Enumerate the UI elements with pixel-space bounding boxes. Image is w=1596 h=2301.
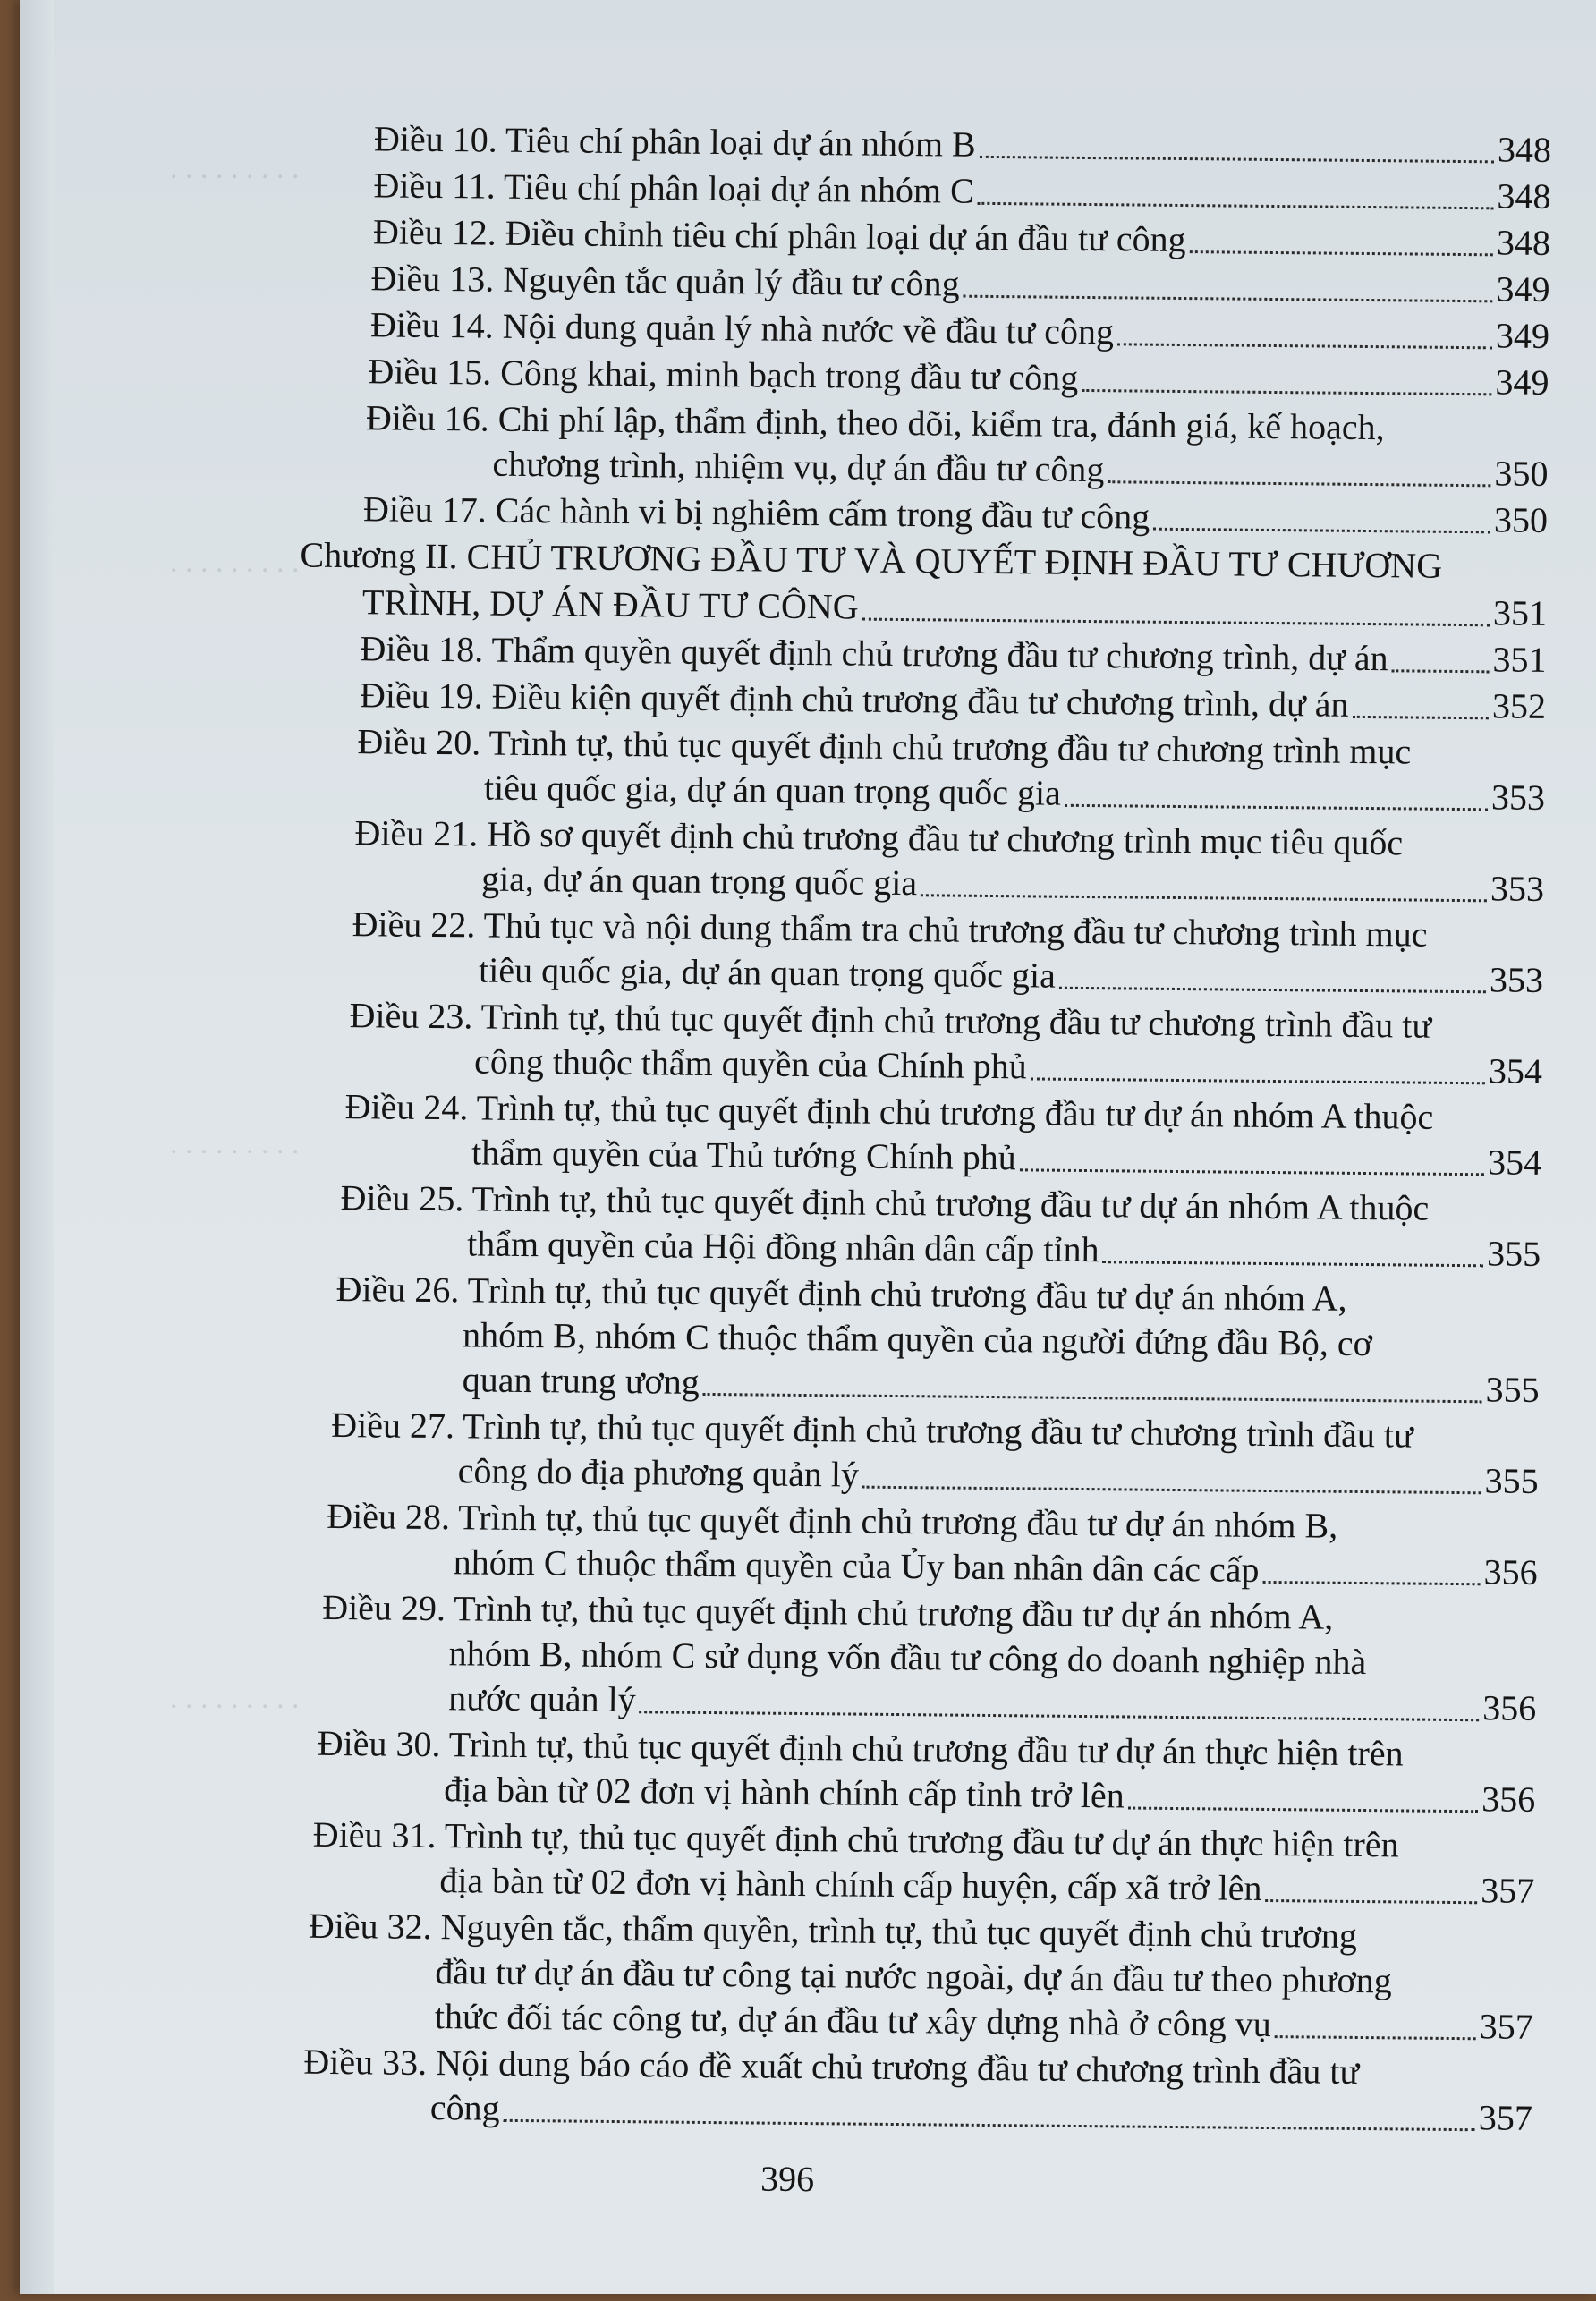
toc-entry-continuation: nhóm C thuộc thẩm quyền của Ủy ban nhân dân các cấp — [453, 1541, 1260, 1590]
toc-page-number: 351 — [1492, 639, 1547, 680]
toc-entry — [454, 1542, 1538, 1592]
toc-entry — [474, 1041, 1542, 1091]
toc-entry-label: Điều 14. Nội dung quản lý nhà nước về đầu tư công — [369, 304, 1115, 352]
toc-leader — [978, 202, 1494, 210]
toc-entry — [362, 582, 1547, 634]
toc-entry-continuation: chương trình, nhiệm vụ, dự án đầu tư công — [492, 443, 1105, 490]
toc-entry-label: Điều 31. Trình tự, thủ tục quyết định chủ trương đầu tư dự án thực hiện trên — [312, 1813, 1399, 1865]
toc-entry — [368, 352, 1549, 403]
toc-leader — [703, 1393, 1482, 1403]
toc-entry-continuation: nhóm B, nhóm C sử dụng vốn đầu tư công do doanh nghiệp nhà — [448, 1633, 1367, 1683]
toc-entry — [444, 1770, 1535, 1821]
toc-page-number: 350 — [1493, 499, 1549, 540]
toc-page-number: 348 — [1497, 129, 1552, 170]
toc-leader — [964, 294, 1493, 302]
toc-entry — [467, 1224, 1541, 1274]
toc-entry-label: Điều 29. Trình tự, thủ tục quyết định chủ trương đầu tư dự án nhóm A, — [322, 1586, 1334, 1637]
toc-entry-label: Điều 30. Trình tự, thủ tục quyết định chủ trương đầu tư dự án thực hiện trên — [317, 1722, 1404, 1774]
toc-entry — [374, 119, 1551, 170]
toc-page-number: 350 — [1494, 453, 1549, 494]
toc-entry-continuation: nhóm B, nhóm C thuộc thẩm quyền của người đứng đầu Bộ, cơ — [462, 1314, 1373, 1364]
toc-entry-continuation: địa bàn từ 02 đơn vị hành chính cấp huyện, cấp xã trở lên — [439, 1860, 1262, 1908]
toc-entry-continuation: quan trung ương — [462, 1359, 700, 1402]
toc-entry-label: Điều 17. Các hành vi bị nghiêm cấm trong đầu tư công — [362, 488, 1150, 537]
toc-entry — [439, 1861, 1534, 1912]
toc-page-number: 348 — [1496, 222, 1551, 263]
toc-entry-label: Điều 33. Nội dung báo cáo đề xuất chủ trương đầu tư chương trình đầu tư — [303, 2041, 1360, 2092]
toc-entry-label: Điều 19. Điều kiện quyết định chủ trương đầu tư chương trình, dự án — [359, 675, 1349, 725]
toc-entry-continuation: công — [429, 2087, 500, 2128]
toc-entry — [471, 1133, 1541, 1183]
show-through-mark: . . . . . . . . . — [170, 1127, 300, 1160]
toc-entry — [363, 489, 1548, 541]
toc-entry-label: Điều 27. Trình tự, thủ tục quyết định chủ trương đầu tư chương trình đầu tư — [330, 1404, 1413, 1456]
toc-leader — [1275, 2035, 1476, 2040]
toc-entry-label: Điều 26. Trình tự, thủ tục quyết định chủ trương đầu tư dự án nhóm A, — [335, 1268, 1347, 1319]
toc-page-number: 348 — [1497, 175, 1551, 217]
toc-leader — [1190, 250, 1493, 256]
chapter-heading: Chương II. CHỦ TRƯƠNG ĐẦU TƯ VÀ QUYẾT ĐỊNH ĐẦU TƯ CHƯƠNG — [300, 534, 1443, 586]
toc-leader — [1082, 389, 1491, 395]
toc-entry-continuation: TRÌNH, DỰ ÁN ĐẦU TƯ CÔNG — [361, 582, 859, 627]
toc-entry — [373, 212, 1550, 263]
toc-entry-label: Điều 10. Tiêu chí phân loại dự án nhóm B — [373, 118, 976, 165]
toc-entry — [370, 259, 1549, 310]
toc-entry-label: Điều 11. Tiêu chí phân loại dự án nhóm C — [373, 165, 974, 211]
toc-entry-continuation: công thuộc thẩm quyền của Chính phủ — [473, 1040, 1027, 1087]
toc-leader — [1128, 1806, 1479, 1813]
toc-entry — [370, 305, 1549, 356]
toc-page-number: 355 — [1485, 1369, 1540, 1410]
toc-entry-continuation: nước quản lý — [448, 1677, 636, 1720]
toc-entry — [481, 860, 1544, 910]
toc-page-number: 356 — [1483, 1551, 1538, 1592]
toc-entry-continuation: đầu tư dự án đầu tư công tại nước ngoài, dự án đầu tư theo phương — [435, 1951, 1392, 2001]
toc-page-number: 353 — [1490, 868, 1545, 909]
toc-leader — [1031, 1077, 1485, 1084]
toc-page-number: 356 — [1482, 1687, 1537, 1728]
toc-page-number: 355 — [1486, 1233, 1541, 1274]
toc-leader — [1265, 1899, 1477, 1904]
toc-leader — [921, 894, 1487, 902]
toc-page-number: 357 — [1478, 2097, 1533, 2138]
toc-leader — [504, 2119, 1475, 2131]
toc-entry-continuation: công do địa phương quản lý — [457, 1450, 860, 1495]
toc-leader — [1059, 987, 1486, 994]
toc-page-number: 354 — [1487, 1142, 1542, 1183]
toc-entry — [492, 445, 1548, 495]
toc-entry-label: Điều 28. Trình tự, thủ tục quyết định chủ trương đầu tư dự án nhóm B, — [327, 1495, 1338, 1546]
toc-entry — [448, 1678, 1536, 1728]
toc-page-number: 352 — [1491, 685, 1547, 726]
page-number: 396 — [760, 2158, 815, 2200]
toc-entry-label: Điều 20. Trình tự, thủ tục quyết định chủ trương đầu tư chương trình mục — [357, 721, 1412, 772]
toc-entry-label: Điều 22. Thủ tục và nội dung thẩm tra chủ trương đầu tư chương trình mục — [352, 904, 1428, 955]
toc-entry — [360, 675, 1546, 727]
toc-page-number: 351 — [1492, 592, 1548, 633]
show-through-mark: . . . . . . . . . — [170, 152, 300, 185]
toc-entry — [479, 950, 1543, 1000]
toc-leader — [1392, 669, 1490, 673]
toc-leader — [1102, 1261, 1483, 1267]
toc-entry — [484, 768, 1545, 819]
toc-entry-continuation: thức đối tác công tư, dự án đầu tư xây dựng nhà ở công vụ — [434, 1996, 1271, 2045]
toc-entry — [373, 166, 1550, 217]
toc-leader — [1352, 716, 1489, 719]
toc-leader — [1065, 804, 1488, 811]
show-through-mark: . . . . . . . . . — [170, 546, 300, 579]
toc-page-number: 349 — [1495, 361, 1549, 403]
toc-entry-label: Điều 13. Nguyên tắc quản lý đầu tư công — [370, 258, 960, 304]
toc-page-number: 357 — [1479, 2006, 1534, 2047]
toc-entry-label: Điều 24. Trình tự, thủ tục quyết định chủ trương đầu tư dự án nhóm A thuộc — [344, 1086, 1434, 1137]
toc-entry-continuation: gia, dự án quan trọng quốc gia — [480, 858, 918, 904]
toc-entry-label: Điều 25. Trình tự, thủ tục quyết định chủ trương đầu tư dự án nhóm A thuộc — [340, 1177, 1430, 1228]
toc-entry — [435, 1997, 1533, 2048]
toc-page-number: 349 — [1496, 268, 1550, 310]
toc-entry-label: Điều 21. Hồ sơ quyết định chủ trương đầu tư chương trình mục tiêu quốc — [354, 812, 1404, 863]
toc-leader — [1020, 1168, 1484, 1176]
toc-entry-continuation: tiêu quốc gia, dự án quan trọng quốc gia — [483, 767, 1062, 813]
toc-entry-label: Điều 23. Trình tự, thủ tục quyết định chủ trương đầu tư chương trình đầu tư — [349, 995, 1432, 1046]
toc-entry — [462, 1360, 1539, 1410]
toc-entry-continuation: thẩm quyền của Hội đồng nhân dân cấp tỉnh — [466, 1223, 1099, 1270]
toc-entry-label: Điều 15. Công khai, minh bạch trong đầu tư công — [368, 351, 1079, 398]
toc-leader — [1262, 1581, 1480, 1585]
toc-entry — [457, 1451, 1538, 1501]
toc-entry-label: Điều 18. Thẩm quyền quyết định chủ trương đầu tư chương trình, dự án — [360, 628, 1388, 679]
toc-leader — [1108, 480, 1490, 487]
toc-page-number: 355 — [1484, 1460, 1539, 1501]
toc-entry-label: Điều 32. Nguyên tắc, thẩm quyền, trình tự, thủ tục quyết định chủ trương — [308, 1905, 1358, 1956]
toc-leader — [862, 1485, 1481, 1494]
toc-page-number: 353 — [1490, 777, 1546, 818]
toc-entry-label: Điều 12. Điều chỉnh tiêu chí phân loại dự án đầu tư công — [372, 211, 1186, 260]
toc-leader — [980, 156, 1494, 164]
toc-page-number: 353 — [1489, 959, 1544, 1000]
toc-leader — [862, 617, 1490, 626]
toc-leader — [1153, 528, 1490, 534]
toc-entry-label: Điều 16. Chi phí lập, thẩm định, theo dõi, kiểm tra, đánh giá, kế hoạch, — [365, 397, 1385, 448]
toc-page-number: 349 — [1495, 315, 1550, 356]
toc-leader — [640, 1711, 1480, 1721]
toc-entry-continuation: thẩm quyền của Thủ tướng Chính phủ — [471, 1132, 1017, 1178]
show-through-mark: . . . . . . . . . — [170, 1682, 300, 1715]
toc-page-number: 357 — [1481, 1870, 1535, 1911]
toc-entry-continuation: tiêu quốc gia, dự án quan trọng quốc gia — [478, 949, 1057, 996]
toc-entry-continuation: địa bàn từ 02 đơn vị hành chính cấp tỉnh trở lên — [444, 1769, 1125, 1816]
toc-page-number: 354 — [1488, 1050, 1543, 1091]
toc-leader — [1117, 343, 1492, 349]
toc-page-number: 356 — [1481, 1779, 1536, 1820]
toc-entry — [360, 629, 1546, 681]
toc-entry — [430, 2088, 1532, 2139]
